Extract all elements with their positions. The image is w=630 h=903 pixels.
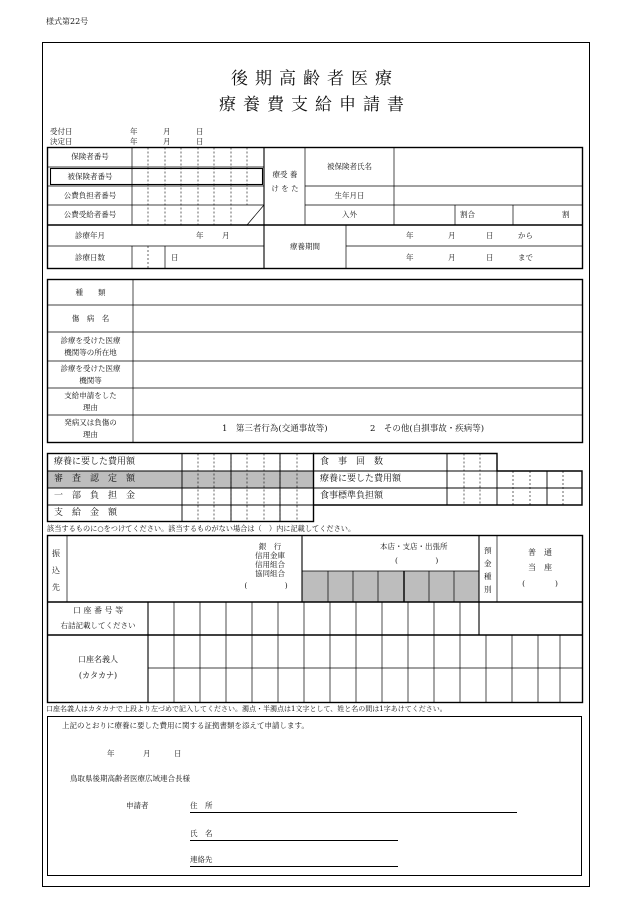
decided-date-label: 決定日 (50, 137, 73, 146)
account-number-label: 口 座 番 号 等 (72, 606, 124, 615)
declaration-year: 年 (107, 749, 115, 758)
declaration-statement: 上記のとおりに療養に要した費用に関する証拠書類を添えて申請します。 (62, 721, 309, 730)
applicant-label: 申請者 (126, 801, 149, 810)
account-holder-instruction: 口座名義人はカタカナで上段より左づめで記入してください。濁点・半濁点は1文字として、姓と名の間は1字あけてください。 (46, 705, 447, 713)
received-month: 月 (163, 127, 171, 136)
declaration-box (47, 716, 582, 876)
treatment-days-label: 診療日数 (75, 253, 105, 262)
ratio-label: 割合 (460, 210, 475, 219)
bank-type-shinkin[interactable]: 信用金庫 (255, 551, 285, 560)
facility-address-label-1: 診療を受けた医療 (60, 336, 121, 345)
admission-label: 入外 (342, 210, 357, 219)
applicant-address-label: 住 所 (190, 801, 213, 810)
treatment-month-unit: 月 (222, 231, 230, 240)
decided-month: 月 (163, 137, 171, 146)
payment-amount-label: 支 給 金 額 (54, 508, 118, 518)
branch-type-other-paren[interactable]: ( ) (395, 556, 439, 565)
treatment-cost-label: 療養に要した費用額 (54, 457, 136, 467)
form-title-line1: 後期高齢者医療 (231, 69, 399, 89)
public-recipient-number-label: 公費受給者番号 (63, 210, 117, 219)
name-line[interactable] (190, 840, 398, 841)
bank-type-shinkumi[interactable]: 信用組合 (255, 560, 285, 569)
applicant-contact-label: 連絡先 (190, 855, 213, 864)
meal-count-label: 食 事 回 数 (320, 457, 384, 467)
period-to-year: 年 (406, 253, 414, 262)
bank-instruction-note: 該当するものに○をつけてください。該当するものがない場合は（ ）内に記載してください。 (47, 524, 356, 533)
meal-cost-label: 療養に要した費用額 (320, 474, 402, 484)
declaration-month: 月 (143, 749, 151, 758)
insured-name-label: 被保険者氏名 (327, 162, 372, 171)
treatment-year-unit: 年 (196, 231, 204, 240)
branch-type-options[interactable]: 本店・支店・出張所 (380, 542, 448, 551)
reason-label-1: 支給申請をした (64, 391, 117, 400)
period-to-month: 月 (448, 253, 456, 262)
cause-label-1: 発病又は負傷の (64, 418, 117, 427)
deposit-type-other-paren[interactable]: ( ) (522, 579, 558, 588)
birth-date-label: 生年月日 (334, 191, 365, 200)
review-amount-label: 審 査 認 定 額 (54, 474, 136, 484)
received-date-label: 受付日 (50, 127, 73, 136)
received-day: 日 (196, 127, 204, 136)
received-year: 年 (130, 127, 138, 136)
kind-label: 種 類 (75, 288, 106, 297)
treatment-recipient-label: 療受 養け を た (271, 170, 299, 193)
cause-option-other[interactable]: 2 その他(自損事故・疾病等) (370, 424, 485, 434)
cause-label-2: 理由 (83, 430, 98, 439)
public-payer-number-label: 公費負担者番号 (63, 191, 117, 200)
period-from-day: 日 (486, 231, 494, 240)
insurer-number-label: 保険者番号 (71, 152, 109, 161)
period-from-label: から (518, 231, 533, 240)
period-from-month: 月 (448, 231, 456, 240)
transfer-destination-label: 振 込 先 (52, 549, 60, 592)
decided-year: 年 (130, 137, 138, 146)
account-holder-label: 口座名義人 (78, 655, 118, 664)
period-to-day: 日 (486, 253, 494, 262)
bank-type-bank[interactable]: 銀 行 (258, 542, 282, 551)
contact-line[interactable] (190, 866, 398, 867)
facility-address-label-2: 機関等の所在地 (64, 348, 117, 357)
form-title-line2: 療養費支給申請書 (219, 95, 411, 115)
insured-number-label: 被保険者番号 (67, 172, 113, 181)
treatment-days-unit: 日 (171, 253, 179, 262)
period-from-year: 年 (406, 231, 414, 240)
declaration-day: 日 (174, 749, 182, 758)
disease-label: 傷 病 名 (71, 314, 110, 323)
deposit-type-label: 預 金 種 別 (484, 546, 492, 594)
decided-day: 日 (196, 137, 204, 146)
facility-name-label-2: 機関等 (79, 376, 102, 385)
meal-standard-burden-label: 食事標準負担額 (320, 491, 384, 501)
bank-type-other-paren[interactable]: ( ) (244, 581, 288, 590)
facility-name-label-1: 診療を受けた医療 (60, 364, 121, 373)
cause-option-third-party[interactable]: 1 第三者行為(交通事故等) (222, 424, 328, 434)
treatment-period-label: 療養期間 (290, 242, 320, 251)
deposit-type-current[interactable]: 当 座 (528, 563, 552, 572)
addressee: 鳥取県後期高齢者医療広域連合長様 (70, 774, 190, 783)
applicant-name-label: 氏 名 (190, 829, 213, 838)
katakana-note: (カタカナ) (78, 671, 118, 680)
right-justify-note: 右詰記載してください (60, 621, 136, 630)
treatment-month-label: 診療年月 (75, 231, 105, 240)
ratio-unit: 割 (562, 210, 570, 219)
deposit-type-ordinary[interactable]: 普 通 (528, 548, 552, 557)
bank-type-cooperative[interactable]: 協同組合 (255, 569, 285, 578)
reason-label-2: 理由 (83, 403, 98, 412)
address-line[interactable] (190, 812, 517, 813)
form-number: 様式第22号 (46, 17, 89, 26)
period-to-label: まで (518, 253, 533, 262)
copayment-label: 一 部 負 担 金 (54, 491, 136, 501)
